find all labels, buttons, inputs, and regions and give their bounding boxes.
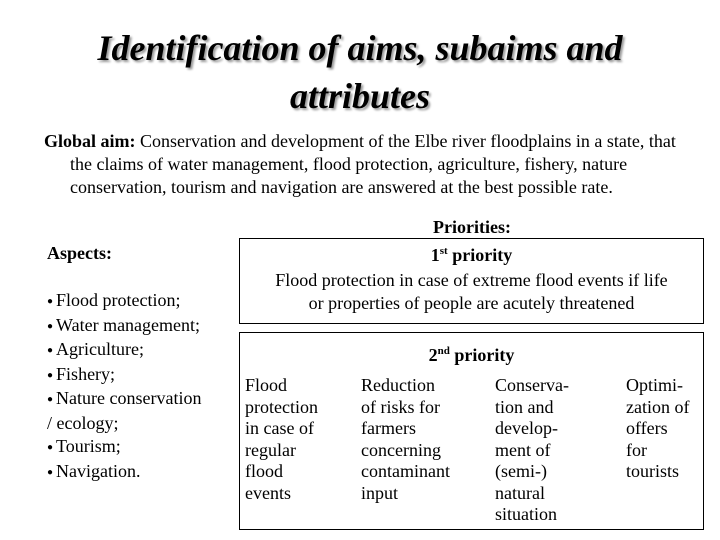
- first-priority-heading: 1st priority: [430, 245, 513, 265]
- bullet-icon: ●: [47, 296, 54, 307]
- bullet-icon: ●: [47, 320, 54, 332]
- second-priority-column: Conserva- tion and develop- ment of (semi-) natural situation: [495, 375, 569, 524]
- aspect-item: ● Fishery;: [47, 363, 116, 384]
- aspect-item: ● Tourism;: [47, 436, 121, 456]
- title-line-2: attributes: [289, 76, 431, 116]
- bullet-icon: ●: [47, 394, 54, 405]
- second-priority-column: Reduction of risks for farmers concerning contaminant input: [361, 375, 450, 503]
- aspect-item: ● Nature conservation: [47, 388, 202, 408]
- aspects-title: Aspects:: [47, 243, 112, 263]
- aspect-item: ● Agriculture;: [47, 339, 145, 359]
- global-aim: [44, 130, 684, 199]
- aspect-item: ● Water management;: [47, 314, 201, 335]
- aspects-list: [47, 289, 247, 484]
- bullet-icon: ●: [47, 369, 54, 381]
- first-priority-text: Flood protection in case of extreme flood events if life or properties of people are acutely threatened: [275, 270, 668, 313]
- aspect-item: ● Navigation.: [47, 460, 141, 481]
- first-priority-box: [239, 238, 704, 324]
- second-priority-column: Flood protection in case of regular flood events: [245, 375, 318, 503]
- bullet-icon: ●: [47, 345, 54, 356]
- aspect-item: ● Flood protection;: [47, 290, 181, 310]
- bullet-icon: ●: [47, 442, 54, 453]
- priorities-title: Priorities:: [433, 217, 511, 237]
- bullet-icon: ●: [47, 466, 54, 478]
- aspect-item-continuation: / ecology;: [47, 412, 119, 433]
- global-aim-label: Global aim:: [44, 131, 136, 151]
- title-line-1: Identification of aims, subaims and: [97, 28, 623, 68]
- second-priority-heading: 2nd priority: [428, 345, 515, 365]
- second-priority-box: [239, 332, 704, 530]
- page-title: [0, 24, 720, 120]
- global-aim-text: Conservation and development of the Elbe river floodplains in a state, that the claims of water management, flood protection, agriculture, fishery, nature conservation, tourism and navigation are answered at the best possible rate.: [70, 131, 676, 197]
- second-priority-column: Optimi- zation of offers for tourists: [626, 375, 690, 481]
